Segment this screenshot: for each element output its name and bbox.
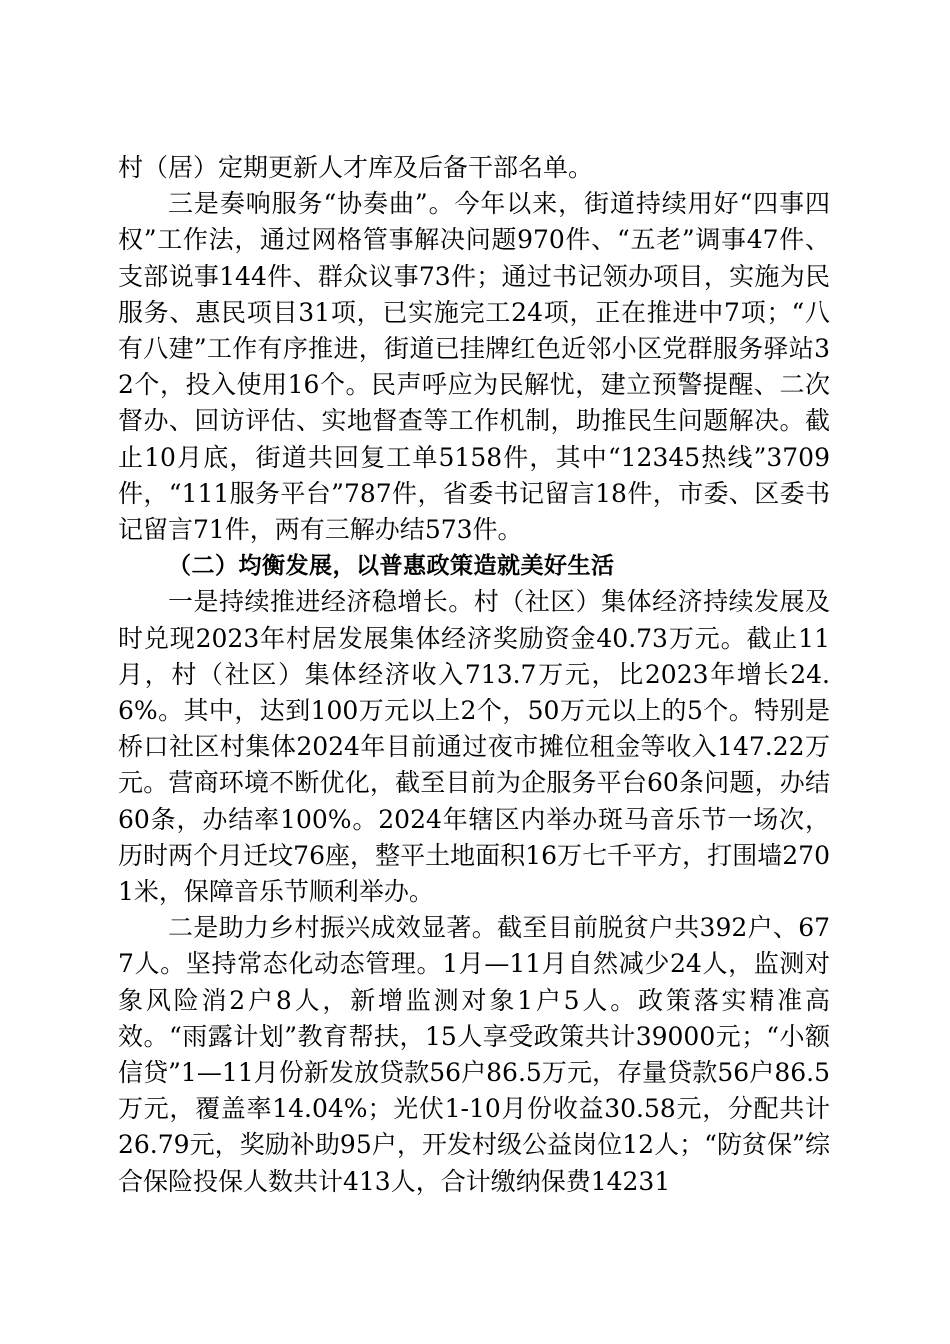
paragraph-rural-revitalization: 二是助力乡村振兴成效显著。截至目前脱贫户共392户、677人。坚持常态化动态管理。1月—11月自然减少24人，监测对象风险消2户8人，新增监测对象1户5人。政策落实精准高效。“雨露计划”教育帮扶，15人享受政策共计39000元；“小额信贷”1—11月份新发放贷款56户86.5万元，存量贷款56户86.5万元，覆盖率14.04%；光伏1-10月份收益30.58元，分配共计26.79元，奖励补助95户，开发村级公益岗位12人；“防贫保”综合保险投保人数共计413人，合计缴纳保费14231 bbox=[118, 913, 830, 1196]
section-heading-balanced-development: （二）均衡发展，以普惠政策造就美好生活 bbox=[168, 553, 615, 580]
document-body bbox=[118, 150, 830, 1200]
paragraph-economic-growth: 一是持续推进经济稳增长。村（社区）集体经济持续发展及时兑现2023年村居发展集体经济奖励资金40.73万元。截止11月，村（社区）集体经济收入713.7万元，比2023年增长24.6%。其中，达到100万元以上2个，50万元以上的5个。特别是桥口社区村集体2024年目前通过夜市摊位租金等收入147.22万元。营商环境不断优化，截至目前为企服务平台60条问题，办结60条，办结率100%。2024年辖区内举办斑马音乐节一场次，历时两个月迁坟76座，整平土地面积16万七千平方，打围墙2701米，保障音乐节顺利举办。 bbox=[118, 587, 830, 907]
paragraph-service-coordination: 三是奏响服务“协奏曲”。今年以来，街道持续用好“四事四权”工作法，通过网格管事解决问题970件、“五老”调事47件、支部说事144件、群众议事73件；通过书记领办项目，实施为民服务、惠民项目31项，已实施完工24项，正在推进中7项；“八有八建”工作有序推进，街道已挂牌红色近邻小区党群服务驿站32个，投入使用16个。民声呼应为民解忧，建立预警提醒、二次督办、回访评估、实地督查等工作机制，助推民生问题解决。截止10月底，街道共回复工单5158件，其中“12345热线”3709件，“111服务平台”787件，省委书记留言18件，市委、区委书记留言71件，两有三解办结573件。 bbox=[118, 189, 830, 545]
paragraph-continuation: 村（居）定期更新人才库及后备干部名单。 bbox=[118, 153, 594, 182]
